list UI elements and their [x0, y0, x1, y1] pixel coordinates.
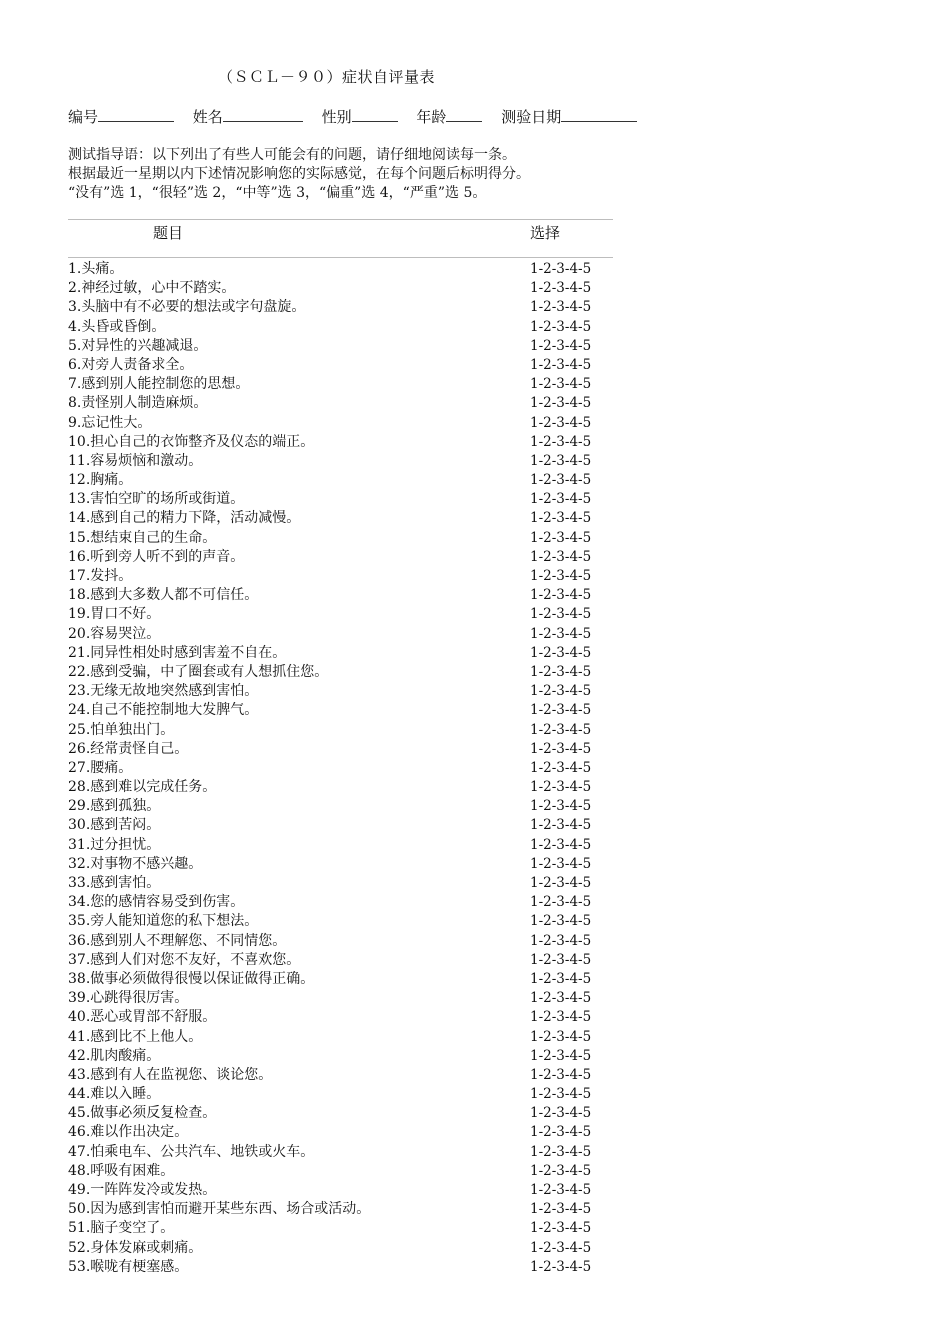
question-text: 22.感到受骗，中了圈套或有人想抓住您。: [68, 663, 329, 680]
question-row: [68, 1181, 628, 1200]
question-text: 24.自己不能控制地大发脾气。: [68, 702, 259, 719]
rating-scale[interactable]: 1-2-3-4-5: [530, 548, 592, 565]
question-row: [68, 375, 628, 394]
question-text: 19.胃口不好。: [68, 606, 161, 623]
rating-scale[interactable]: 1-2-3-4-5: [530, 951, 592, 968]
rating-scale[interactable]: 1-2-3-4-5: [530, 318, 592, 335]
question-row: [68, 1143, 628, 1162]
question-row: [68, 1047, 628, 1066]
question-row: [68, 663, 628, 682]
question-text: 25.怕单独出门。: [68, 721, 175, 738]
question-text: 52.身体发麻或刺痛。: [68, 1239, 203, 1256]
question-row: [68, 279, 628, 298]
question-text: 31.过分担忧。: [68, 836, 161, 853]
question-text: 50.因为感到害怕而避开某些东西、场合或活动。: [68, 1201, 371, 1218]
question-row: [68, 951, 628, 970]
question-row: [68, 414, 628, 433]
rating-scale[interactable]: 1-2-3-4-5: [530, 1028, 592, 1045]
rating-scale[interactable]: 1-2-3-4-5: [530, 261, 592, 277]
rating-scale[interactable]: 1-2-3-4-5: [530, 1201, 592, 1218]
question-text: 34.您的感情容易受到伤害。: [68, 894, 245, 911]
question-text: 30.感到苦闷。: [68, 817, 161, 834]
question-row: [68, 989, 628, 1008]
question-text: 33.感到害怕。: [68, 875, 161, 891]
rating-scale[interactable]: 1-2-3-4-5: [530, 625, 592, 642]
question-text: 12.胸痛。: [68, 472, 133, 489]
question-text: 18.感到大多数人都不可信任。: [68, 587, 259, 604]
question-row: [68, 260, 628, 279]
rating-scale[interactable]: 1-2-3-4-5: [530, 414, 592, 431]
question-row: [68, 433, 628, 452]
question-text: 32.对事物不感兴趣。: [68, 855, 203, 872]
question-row: [68, 298, 628, 317]
question-text: 38.做事必须做得很慢以保证做得正确。: [68, 970, 315, 987]
number-field: [68, 106, 174, 127]
rating-scale[interactable]: 1-2-3-4-5: [530, 452, 592, 469]
question-text: 26.经常责怪自己。: [68, 740, 189, 757]
question-row: [68, 797, 628, 816]
question-text: 51.脑子变空了。: [68, 1220, 175, 1237]
question-row: [68, 1085, 628, 1104]
rating-scale[interactable]: 1-2-3-4-5: [530, 875, 592, 891]
question-row: [68, 1123, 628, 1142]
question-text: 20.容易哭泣。: [68, 625, 161, 642]
question-text: 9.忘记性大。: [68, 414, 152, 431]
question-row: [68, 1008, 628, 1027]
question-row: [68, 1200, 628, 1219]
question-text: 7.感到别人能控制您的思想。: [68, 376, 250, 393]
question-row: [68, 625, 628, 644]
question-row: [68, 701, 628, 720]
question-row: [68, 471, 628, 490]
question-row: [68, 356, 628, 375]
question-text: 35.旁人能知道您的私下想法。: [68, 913, 259, 930]
table-header-divider: [68, 257, 613, 258]
rating-scale[interactable]: 1-2-3-4-5: [530, 817, 592, 834]
date-label: 测验日期: [501, 108, 562, 126]
instruction-line: “没有”选 1，“很轻”选 2，“中等”选 3，“偏重”选 4，“严重”选 5。: [68, 185, 487, 201]
rating-scale[interactable]: 1-2-3-4-5: [530, 356, 592, 373]
question-text: 8.责怪别人制造麻烦。: [68, 395, 208, 412]
question-row: [68, 586, 628, 605]
question-row: [68, 1239, 628, 1258]
question-row: [68, 605, 628, 624]
rating-scale[interactable]: 1-2-3-4-5: [530, 1220, 592, 1237]
question-text: 36.感到别人不理解您、不同情您。: [68, 932, 287, 949]
question-text: 4.头昏或昏倒。: [68, 318, 166, 335]
number-label: 编号: [68, 108, 99, 126]
rating-scale[interactable]: 1-2-3-4-5: [530, 491, 592, 508]
question-text: 13.害怕空旷的场所或街道。: [68, 491, 245, 508]
age-label: 年龄: [416, 108, 447, 126]
question-text: 6.对旁人责备求全。: [68, 356, 194, 373]
rating-scale[interactable]: 1-2-3-4-5: [530, 894, 592, 911]
rating-scale[interactable]: 1-2-3-4-5: [530, 779, 592, 796]
rating-scale[interactable]: 1-2-3-4-5: [530, 721, 592, 738]
rating-scale[interactable]: 1-2-3-4-5: [530, 702, 592, 719]
rating-scale[interactable]: 1-2-3-4-5: [530, 990, 592, 1007]
question-row: [68, 567, 628, 586]
rating-scale[interactable]: 1-2-3-4-5: [530, 644, 592, 661]
question-row: [68, 1258, 628, 1277]
question-row: [68, 644, 628, 663]
date-field: [501, 106, 637, 127]
question-row: [68, 452, 628, 471]
question-text: 17.发抖。: [68, 568, 133, 584]
rating-scale[interactable]: 1-2-3-4-5: [530, 1047, 592, 1064]
rating-scale[interactable]: 1-2-3-4-5: [530, 1258, 592, 1275]
rating-scale[interactable]: 1-2-3-4-5: [530, 913, 592, 930]
table-top-divider: [68, 219, 613, 220]
question-row: [68, 816, 628, 835]
question-text: 16.听到旁人听不到的声音。: [68, 548, 245, 565]
question-row: [68, 1104, 628, 1123]
rating-scale[interactable]: 1-2-3-4-5: [530, 759, 592, 776]
question-row: [68, 1162, 628, 1181]
question-row: [68, 912, 628, 931]
rating-scale[interactable]: 1-2-3-4-5: [530, 1105, 592, 1122]
question-list: [68, 260, 628, 1277]
rating-scale[interactable]: 1-2-3-4-5: [530, 855, 592, 872]
question-row: [68, 874, 628, 893]
rating-scale[interactable]: 1-2-3-4-5: [530, 568, 592, 584]
rating-scale[interactable]: 1-2-3-4-5: [530, 1143, 592, 1160]
name-label: 姓名: [192, 108, 223, 126]
question-text: 47.怕乘电车、公共汽车、地铁或火车。: [68, 1143, 315, 1160]
question-row: [68, 893, 628, 912]
question-row: [68, 548, 628, 567]
rating-scale[interactable]: 1-2-3-4-5: [530, 510, 592, 527]
question-text: 44.难以入睡。: [68, 1086, 161, 1103]
name-blank[interactable]: [223, 107, 303, 122]
name-field: [193, 106, 303, 127]
rating-scale[interactable]: 1-2-3-4-5: [530, 606, 592, 623]
question-text: 3.头脑中有不必要的想法或字句盘旋。: [68, 299, 306, 316]
rating-scale[interactable]: 1-2-3-4-5: [530, 836, 592, 853]
number-blank[interactable]: [98, 107, 174, 122]
choice-column-header: 选择: [530, 224, 561, 242]
question-row: [68, 1028, 628, 1047]
question-row: [68, 490, 628, 509]
question-row: [68, 778, 628, 797]
question-text: 37.感到人们对您不友好，不喜欢您。: [68, 951, 301, 968]
question-text: 48.呼吸有困难。: [68, 1162, 175, 1179]
question-row: [68, 836, 628, 855]
rating-scale[interactable]: 1-2-3-4-5: [530, 337, 592, 354]
sex-label: 性别: [321, 108, 352, 126]
rating-scale[interactable]: 1-2-3-4-5: [530, 798, 592, 815]
question-text: 45.做事必须反复检查。: [68, 1105, 217, 1122]
question-row: [68, 759, 628, 778]
rating-scale[interactable]: 1-2-3-4-5: [530, 1086, 592, 1103]
question-row: [68, 932, 628, 951]
rating-scale[interactable]: 1-2-3-4-5: [530, 587, 592, 604]
instructions: [68, 146, 648, 203]
rating-scale[interactable]: 1-2-3-4-5: [530, 1239, 592, 1256]
rating-scale[interactable]: 1-2-3-4-5: [530, 299, 592, 316]
question-row: [68, 394, 628, 413]
rating-scale[interactable]: 1-2-3-4-5: [530, 1009, 592, 1026]
question-text: 1.头痛。: [68, 261, 124, 277]
rating-scale[interactable]: 1-2-3-4-5: [530, 683, 592, 700]
respondent-info-row: [68, 106, 651, 127]
age-blank[interactable]: [446, 107, 482, 122]
question-row: [68, 970, 628, 989]
rating-scale[interactable]: 1-2-3-4-5: [530, 663, 592, 680]
question-row: [68, 1066, 628, 1085]
rating-scale[interactable]: 1-2-3-4-5: [530, 1066, 592, 1083]
question-text: 43.感到有人在监视您、谈论您。: [68, 1066, 273, 1083]
rating-scale[interactable]: 1-2-3-4-5: [530, 932, 592, 949]
question-row: [68, 529, 628, 548]
rating-scale[interactable]: 1-2-3-4-5: [530, 280, 592, 297]
date-blank[interactable]: [561, 107, 637, 122]
topic-column-header: 题目: [153, 224, 184, 242]
question-text: 5.对异性的兴趣减退。: [68, 337, 208, 354]
question-row: [68, 1219, 628, 1238]
rating-scale[interactable]: 1-2-3-4-5: [530, 1124, 592, 1141]
question-text: 42.肌肉酸痛。: [68, 1047, 161, 1064]
rating-scale[interactable]: 1-2-3-4-5: [530, 1162, 592, 1179]
question-text: 15.想结束自己的生命。: [68, 529, 217, 546]
question-text: 14.感到自己的精力下降，活动减慢。: [68, 510, 301, 527]
age-field: [416, 106, 482, 127]
question-text: 46.难以作出决定。: [68, 1124, 189, 1141]
question-text: 23.无缘无故地突然感到害怕。: [68, 683, 259, 700]
rating-scale[interactable]: 1-2-3-4-5: [530, 1182, 592, 1198]
question-text: 27.腰痛。: [68, 759, 133, 776]
question-text: 40.恶心或胃部不舒服。: [68, 1009, 217, 1026]
question-row: [68, 740, 628, 759]
question-text: 39.心跳得很厉害。: [68, 990, 189, 1007]
question-text: 49.一阵阵发冷或发热。: [68, 1182, 217, 1198]
rating-scale[interactable]: 1-2-3-4-5: [530, 740, 592, 757]
sex-field: [322, 106, 398, 127]
rating-scale[interactable]: 1-2-3-4-5: [530, 376, 592, 393]
sex-blank[interactable]: [352, 107, 398, 122]
instruction-line: 根据最近一星期以内下述情况影响您的实际感觉，在每个问题后标明得分。: [68, 166, 530, 182]
question-row: [68, 337, 628, 356]
question-text: 41.感到比不上他人。: [68, 1028, 203, 1045]
rating-scale[interactable]: 1-2-3-4-5: [530, 433, 592, 450]
question-text: 2.神经过敏，心中不踏实。: [68, 280, 236, 297]
rating-scale[interactable]: 1-2-3-4-5: [530, 529, 592, 546]
question-text: 21.同异性相处时感到害羞不自在。: [68, 644, 287, 661]
question-text: 10.担心自己的衣饰整齐及仪态的端正。: [68, 433, 315, 450]
question-text: 28.感到难以完成任务。: [68, 779, 217, 796]
rating-scale[interactable]: 1-2-3-4-5: [530, 472, 592, 489]
question-text: 53.喉咙有梗塞感。: [68, 1258, 189, 1275]
question-text: 29.感到孤独。: [68, 798, 161, 815]
question-row: [68, 509, 628, 528]
question-row: [68, 318, 628, 337]
question-row: [68, 682, 628, 701]
rating-scale[interactable]: 1-2-3-4-5: [530, 970, 592, 987]
page-title: （ＳＣＬ－９０）症状自评量表: [218, 68, 436, 86]
rating-scale[interactable]: 1-2-3-4-5: [530, 395, 592, 412]
question-row: [68, 855, 628, 874]
instruction-line: 测试指导语：以下列出了有些人可能会有的问题，请仔细地阅读每一条。: [68, 147, 516, 163]
question-row: [68, 721, 628, 740]
question-text: 11.容易烦恼和激动。: [68, 452, 203, 469]
